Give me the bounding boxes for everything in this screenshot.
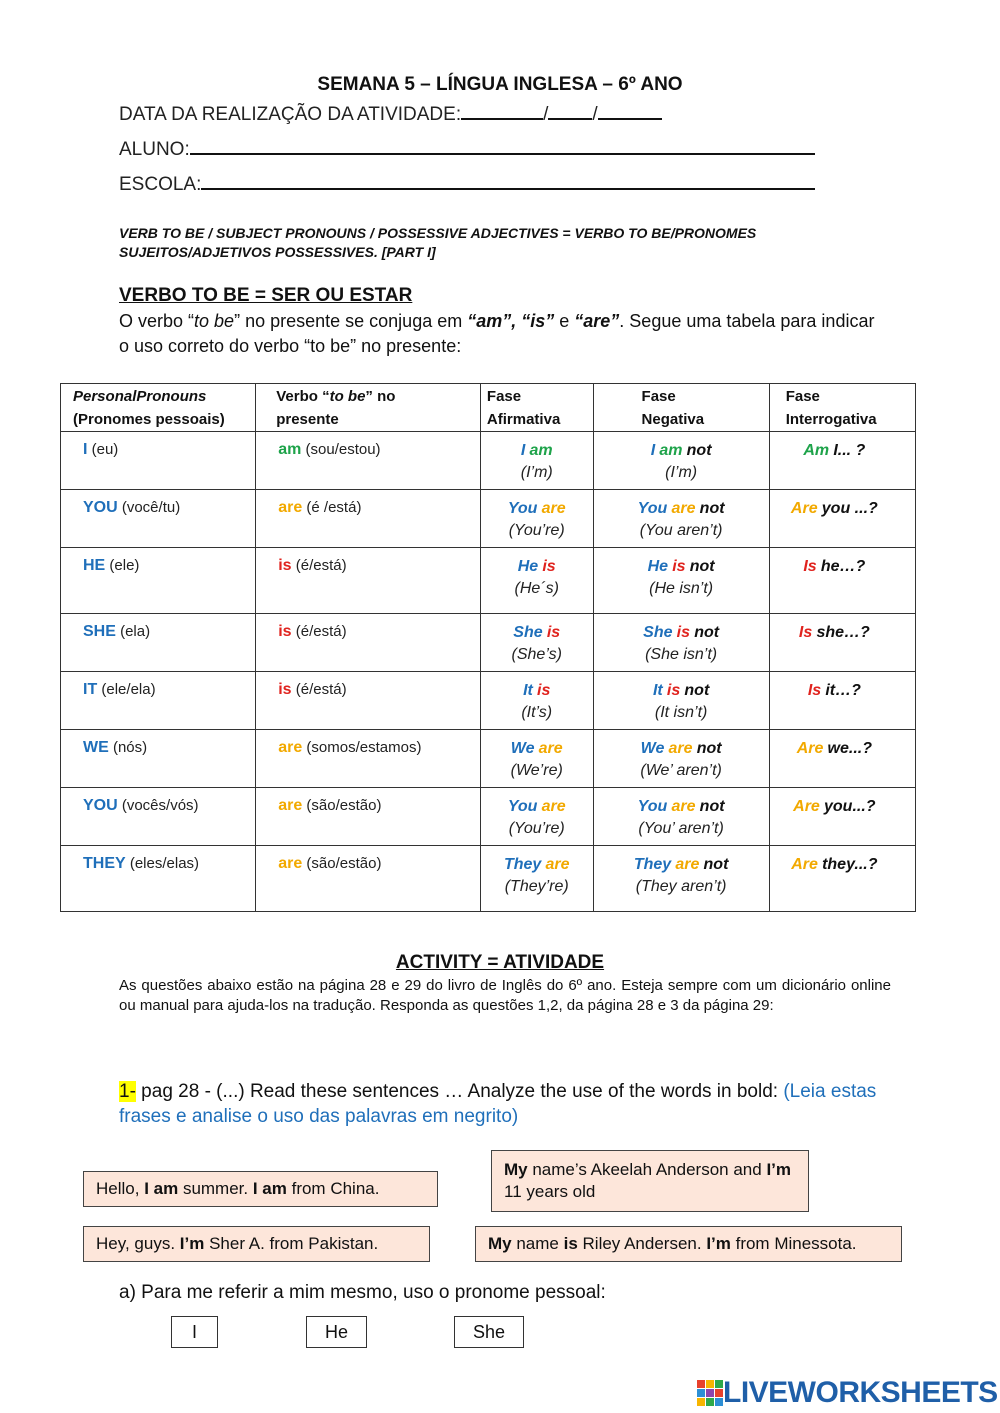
cell-verb xyxy=(256,490,481,548)
int-rest: it…? xyxy=(825,682,861,699)
neg-verb: are xyxy=(671,798,696,815)
liveworksheets-logo xyxy=(697,1378,998,1408)
verb-form: is xyxy=(278,557,292,574)
neg-subject: You xyxy=(637,798,668,815)
verbo-intro xyxy=(119,309,879,359)
int-rest: you ...? xyxy=(821,500,878,517)
box-bold: My xyxy=(504,1160,528,1179)
cell-negative xyxy=(593,614,769,672)
neg-verb: am xyxy=(659,442,683,459)
aff-contraction: (We’re) xyxy=(510,762,563,779)
date-sep-2: / xyxy=(592,104,598,125)
school-field xyxy=(119,172,815,196)
cell-interrogative xyxy=(769,672,915,730)
cell-negative xyxy=(593,846,769,912)
pronoun: THEY xyxy=(83,855,126,872)
question-a: a) Para me referir a mim mesmo, uso o pronome pessoal: xyxy=(119,1282,606,1303)
date-day-line[interactable] xyxy=(461,102,543,120)
neg-verb: are xyxy=(671,500,696,517)
pronoun-translation: (nós) xyxy=(112,739,148,756)
box-bold: I am xyxy=(252,1179,287,1198)
header-text: Interrogativa xyxy=(785,411,877,428)
pronoun: I xyxy=(83,441,88,458)
verb-translation: (é /está) xyxy=(306,499,362,516)
sentence-box-4 xyxy=(475,1226,902,1262)
neg-not: not xyxy=(703,856,729,873)
header-text: PersonalPronouns xyxy=(73,388,207,405)
pronoun-translation: (eles/elas) xyxy=(129,855,200,872)
cell-affirmative xyxy=(480,490,593,548)
box-text: 11 years old xyxy=(504,1182,596,1201)
verb-translation: (é/está) xyxy=(295,623,347,640)
header-text: ” no xyxy=(365,388,396,405)
box-text: name xyxy=(511,1234,564,1253)
verb-form: are xyxy=(278,499,303,516)
neg-contraction: (They aren’t) xyxy=(635,878,727,895)
cell-pronoun xyxy=(61,672,256,730)
cell-affirmative xyxy=(480,672,593,730)
header-text: presente xyxy=(276,411,339,428)
cell-affirmative xyxy=(480,548,593,614)
student-label: ALUNO: xyxy=(119,139,190,160)
neg-verb: is xyxy=(666,682,681,699)
date-month-line[interactable] xyxy=(548,102,592,120)
date-sep-1: / xyxy=(543,104,549,125)
int-rest: they...? xyxy=(822,856,878,873)
int-rest: I... ? xyxy=(833,442,866,459)
box-bold: I am xyxy=(144,1179,179,1198)
cell-pronoun xyxy=(61,846,256,912)
cell-negative xyxy=(593,432,769,490)
table-row xyxy=(61,490,916,548)
intro-forms: “am”, “is” xyxy=(467,311,555,331)
question-text: pag 28 - (...) Read these sentences … Analyze the use of the words in bold: xyxy=(135,1081,784,1102)
neg-contraction: (He isn’t) xyxy=(649,580,714,597)
cell-affirmative xyxy=(480,730,593,788)
verbo-heading: VERBO TO BE = SER OU ESTAR xyxy=(119,285,413,306)
verb-translation: (sou/estou) xyxy=(305,441,381,458)
pronoun-translation: (vocês/vós) xyxy=(121,797,199,814)
pronoun-translation: (ele) xyxy=(109,557,140,574)
to-be-table xyxy=(60,383,916,912)
question-number: 1- xyxy=(119,1081,136,1102)
verb-form: is xyxy=(278,623,292,640)
verb-form: is xyxy=(278,681,292,698)
aff-subject: She xyxy=(513,624,543,641)
header-verbo xyxy=(256,384,481,432)
box-text: name’s Akeelah Anderson and xyxy=(527,1160,767,1179)
cell-interrogative xyxy=(769,490,915,548)
activity-heading: ACTIVITY = ATIVIDADE xyxy=(395,952,605,973)
page-title: SEMANA 5 – LÍNGUA INGLESA – 6º ANO xyxy=(317,74,683,95)
neg-subject: We xyxy=(640,740,665,757)
neg-not: not xyxy=(696,740,722,757)
header-text: (Pronomes pessoais) xyxy=(73,411,225,428)
option-she[interactable]: She xyxy=(454,1316,524,1348)
table-row xyxy=(61,730,916,788)
verb-translation: (são/estão) xyxy=(306,797,382,814)
table-row xyxy=(61,788,916,846)
pronoun: HE xyxy=(83,557,106,574)
header-negativa xyxy=(593,384,769,432)
aff-subject: You xyxy=(507,798,538,815)
cell-verb xyxy=(256,730,481,788)
cell-verb xyxy=(256,846,481,912)
box-text: from China. xyxy=(286,1179,380,1198)
option-he[interactable]: He xyxy=(306,1316,367,1348)
cell-pronoun xyxy=(61,490,256,548)
box-text: Riley Andersen. xyxy=(577,1234,707,1253)
aff-verb: is xyxy=(537,682,551,699)
cell-pronoun xyxy=(61,730,256,788)
verb-translation: (somos/estamos) xyxy=(306,739,422,756)
int-rest: he…? xyxy=(820,558,866,575)
aff-contraction: (She’s) xyxy=(511,646,562,663)
neg-not: not xyxy=(699,500,725,517)
question-1 xyxy=(119,1079,889,1129)
neg-not: not xyxy=(689,558,715,575)
question-translation: (Leia estas frases e analise o uso das palavras em negrito) xyxy=(119,1081,877,1127)
box-bold: My xyxy=(488,1234,512,1253)
int-verb: Are xyxy=(793,798,820,815)
cell-negative xyxy=(593,788,769,846)
lesson-subtitle: VERB TO BE / SUBJECT PRONOUNS / POSSESSIVE ADJECTIVES = VERBO TO BE/PRONOMES SUJEITOS/ADJETIVOS POSSESSIVES. [PART I] xyxy=(119,225,757,260)
neg-not: not xyxy=(686,442,712,459)
verb-form: am xyxy=(278,441,302,458)
header-interrogativa xyxy=(769,384,915,432)
date-label: DATA DA REALIZAÇÃO DA ATIVIDADE: xyxy=(119,104,462,125)
table-row xyxy=(61,672,916,730)
cell-pronoun xyxy=(61,614,256,672)
int-verb: Are xyxy=(790,500,818,517)
aff-verb: am xyxy=(529,442,553,459)
neg-not: not xyxy=(684,682,710,699)
sentence-box-1 xyxy=(83,1171,438,1207)
aff-verb: are xyxy=(538,740,563,757)
cell-interrogative xyxy=(769,432,915,490)
pronoun-translation: (ele/ela) xyxy=(101,681,156,698)
neg-subject: He xyxy=(647,558,669,575)
aff-subject: It xyxy=(523,682,533,699)
int-verb: Am xyxy=(803,442,830,459)
date-year-line[interactable] xyxy=(598,102,662,120)
neg-contraction: (It isn’t) xyxy=(654,704,708,721)
table-header-row xyxy=(61,384,916,432)
verb-translation: (é/está) xyxy=(295,557,347,574)
neg-verb: are xyxy=(675,856,700,873)
aff-contraction: (You’re) xyxy=(508,522,565,539)
cell-negative xyxy=(593,490,769,548)
aff-verb: is xyxy=(542,558,556,575)
school-line[interactable] xyxy=(201,172,815,190)
box-text: Sher A. from Pakistan. xyxy=(204,1234,379,1253)
aff-verb: is xyxy=(546,624,561,641)
cell-affirmative xyxy=(480,614,593,672)
cell-pronoun xyxy=(61,788,256,846)
cell-interrogative xyxy=(769,730,915,788)
logo-text: LIVEWORKSHEETS xyxy=(723,1376,998,1409)
intro-part: O verbo “ xyxy=(119,311,195,331)
header-personal-pronouns xyxy=(61,384,256,432)
box-text: Hey, guys. xyxy=(96,1234,180,1253)
cell-verb xyxy=(256,672,481,730)
aff-contraction: (You’re) xyxy=(508,820,565,837)
pronoun: YOU xyxy=(83,797,118,814)
table-row xyxy=(61,432,916,490)
aff-verb: are xyxy=(541,500,566,517)
box-bold: is xyxy=(563,1234,578,1253)
int-verb: Is xyxy=(807,682,822,699)
cell-interrogative xyxy=(769,788,915,846)
header-afirmativa xyxy=(480,384,593,432)
box-bold: I’m xyxy=(766,1160,791,1179)
header-text: Negativa xyxy=(641,411,705,428)
neg-verb: is xyxy=(676,624,691,641)
sentence-box-3 xyxy=(83,1226,430,1262)
aff-subject: He xyxy=(517,558,539,575)
aff-contraction: (It’s) xyxy=(521,704,553,721)
cell-verb xyxy=(256,614,481,672)
pronoun-translation: (eu) xyxy=(91,441,119,458)
cell-affirmative xyxy=(480,432,593,490)
date-field xyxy=(119,102,662,126)
student-line[interactable] xyxy=(190,137,815,155)
aff-subject: They xyxy=(503,856,542,873)
activity-instructions: As questões abaixo estão na página 28 e 29 do livro de Inglês do 6º ano. Esteja sempre com um dicionário online ou manual para ajuda-los na tradução. Responda as questões 1,2, da página 28 e 3 da página 29: xyxy=(119,977,891,1014)
student-field xyxy=(119,137,815,161)
aff-subject: You xyxy=(507,500,538,517)
table-row xyxy=(61,846,916,912)
option-i[interactable]: I xyxy=(171,1316,218,1348)
intro-part: ” no presente se conjuga em xyxy=(234,311,468,331)
aff-subject: We xyxy=(510,740,535,757)
neg-not: not xyxy=(699,798,725,815)
box-text: Hello, xyxy=(96,1179,145,1198)
cell-verb xyxy=(256,788,481,846)
aff-contraction: (I’m) xyxy=(520,464,553,481)
header-text: Afirmativa xyxy=(486,411,561,428)
verb-form: are xyxy=(278,797,303,814)
cell-pronoun xyxy=(61,432,256,490)
liveworksheets-icon xyxy=(697,1380,723,1406)
neg-subject: I xyxy=(650,442,656,459)
header-text: Fase xyxy=(641,388,676,405)
int-verb: Are xyxy=(796,740,824,757)
verb-translation: (é/está) xyxy=(295,681,347,698)
cell-verb xyxy=(256,432,481,490)
pronoun-translation: (ela) xyxy=(120,623,151,640)
aff-contraction: (He´s) xyxy=(514,580,559,597)
intro-are: “are” xyxy=(574,311,620,331)
cell-interrogative xyxy=(769,614,915,672)
header-text: Verbo “ xyxy=(276,388,330,405)
neg-contraction: (I’m) xyxy=(665,464,698,481)
cell-negative xyxy=(593,548,769,614)
aff-verb: are xyxy=(541,798,566,815)
table-row xyxy=(61,614,916,672)
neg-contraction: (You aren’t) xyxy=(639,522,723,539)
aff-subject: I xyxy=(520,442,526,459)
header-text: Fase xyxy=(486,388,522,405)
cell-interrogative xyxy=(769,548,915,614)
int-verb: Is xyxy=(798,624,813,641)
pronoun: SHE xyxy=(83,623,116,640)
int-rest: you...? xyxy=(824,798,876,815)
table-row xyxy=(61,548,916,614)
box-bold: I’m xyxy=(179,1234,205,1253)
neg-subject: It xyxy=(652,682,663,699)
aff-verb: are xyxy=(545,856,570,873)
verb-translation: (são/estão) xyxy=(306,855,382,872)
int-verb: Is xyxy=(803,558,817,575)
pronoun: IT xyxy=(83,681,98,698)
cell-affirmative xyxy=(480,846,593,912)
cell-negative xyxy=(593,730,769,788)
intro-part: . Segue uma tabela para indicar o uso correto do verbo “to be” no presente: xyxy=(119,311,875,356)
verb-form: are xyxy=(278,855,303,872)
box-text: summer. xyxy=(178,1179,253,1198)
pronoun: WE xyxy=(83,739,109,756)
box-text: from Minessota. xyxy=(730,1234,857,1253)
aff-contraction: (They’re) xyxy=(504,878,569,895)
pronoun: YOU xyxy=(83,499,118,516)
cell-interrogative xyxy=(769,846,915,912)
sentence-box-2 xyxy=(491,1150,809,1212)
neg-subject: You xyxy=(637,500,668,517)
int-rest: she…? xyxy=(816,624,870,641)
cell-pronoun xyxy=(61,548,256,614)
neg-contraction: (She isn’t) xyxy=(645,646,718,663)
box-bold: I’m xyxy=(706,1234,731,1253)
neg-contraction: (We’ aren’t) xyxy=(640,762,722,779)
int-verb: Are xyxy=(791,856,818,873)
header-text: Fase xyxy=(785,388,820,405)
neg-subject: She xyxy=(643,624,673,641)
neg-not: not xyxy=(694,624,720,641)
neg-verb: is xyxy=(672,558,686,575)
neg-verb: are xyxy=(668,740,693,757)
cell-negative xyxy=(593,672,769,730)
intro-tobe: to be xyxy=(194,311,235,331)
verb-form: are xyxy=(278,739,303,756)
neg-subject: They xyxy=(633,856,672,873)
neg-contraction: (You’ aren’t) xyxy=(638,820,724,837)
cell-verb xyxy=(256,548,481,614)
pronoun-translation: (você/tu) xyxy=(121,499,181,516)
header-text: to be xyxy=(329,388,366,405)
intro-part: e xyxy=(554,311,575,331)
cell-affirmative xyxy=(480,788,593,846)
int-rest: we...? xyxy=(827,740,872,757)
school-label: ESCOLA: xyxy=(119,174,202,195)
